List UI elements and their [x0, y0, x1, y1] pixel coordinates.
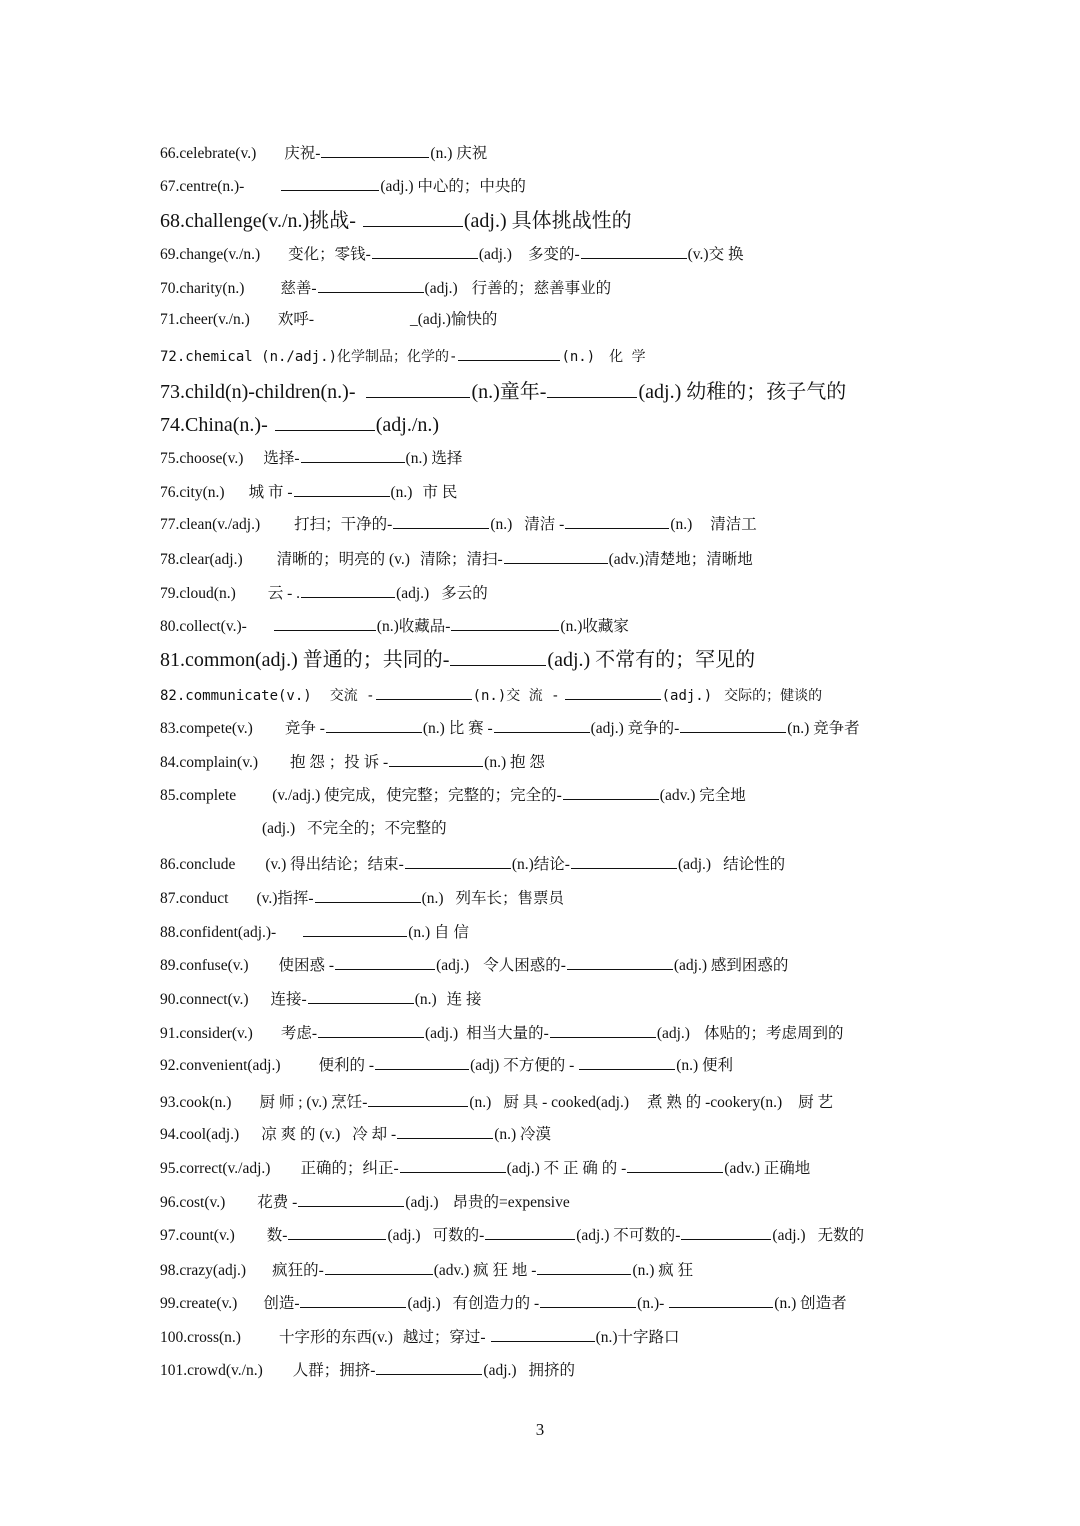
fill-in-blank	[376, 684, 472, 700]
fill-in-blank	[669, 1292, 773, 1308]
entry-text: 68.challenge(v./n.)挑战-	[160, 210, 356, 232]
entry-text: 不完全的；不完整的	[307, 820, 447, 837]
entry-text: (n.) 便利	[676, 1057, 734, 1074]
entry-text: (adj.) 不 正 确 的 -	[506, 1160, 627, 1177]
fill-in-blank	[571, 853, 677, 869]
entry-text: 83.compete(v.)	[160, 720, 253, 737]
fill-in-blank	[565, 513, 669, 529]
entry-text: 人群；拥挤-	[292, 1362, 376, 1379]
vocab-entry	[160, 1022, 843, 1044]
entry-text: 97.count(v.)	[160, 1227, 235, 1244]
entry-text: (n.)	[670, 516, 693, 533]
vocab-entry	[160, 819, 447, 839]
entry-text: 80.collect(v.)-	[160, 618, 247, 635]
entry-text: (adj.) 感到困惑的	[673, 957, 789, 974]
vocab-entry	[160, 1259, 693, 1281]
vocab-entry	[160, 1091, 833, 1113]
entry-text: 慈善-	[280, 280, 317, 297]
entry-text: (v.)指挥-	[256, 890, 314, 907]
entry-text: (n.)-	[637, 1295, 665, 1312]
vocab-entry	[160, 751, 545, 773]
fill-in-blank	[550, 1022, 656, 1038]
entry-text: 竞争 -	[284, 720, 325, 737]
entry-text: 越过；穿过-	[402, 1329, 486, 1346]
entry-text: 便利的 -	[318, 1057, 375, 1074]
entry-text: (adj.)	[407, 1295, 441, 1312]
entry-text: 85.complete	[160, 787, 237, 804]
entry-text: (adj.)	[425, 1025, 459, 1042]
entry-text: (adj.) 中心的；中央的	[380, 178, 526, 195]
entry-text: 变化；零钱-	[288, 246, 371, 263]
entry-text: (adj.)	[262, 820, 296, 837]
entry-text: 93.cook(n.)	[160, 1094, 232, 1111]
entry-text: 打扫；干净的-	[294, 516, 393, 533]
entry-text: 交流 -	[329, 688, 375, 704]
entry-text: (adj.) 具体挑战性的	[463, 210, 632, 232]
entry-text: 抱 怨 ；投 诉 -	[290, 754, 389, 771]
entry-text: (adv.) 完全地	[659, 787, 746, 804]
entry-text: 82.communicate(v.)	[160, 688, 312, 704]
entry-text: 89.confuse(v.)	[160, 957, 249, 974]
fill-in-blank	[376, 1359, 482, 1375]
fill-in-blank	[405, 853, 511, 869]
entry-text: 78.clear(adj.)	[160, 551, 243, 568]
fill-in-blank	[325, 1259, 433, 1275]
entry-text: _(adj.)愉快的	[409, 311, 498, 328]
entry-text: (adj.)	[396, 585, 430, 602]
fill-in-blank	[298, 1191, 404, 1207]
entry-text: (n.) 冷漠	[494, 1126, 552, 1143]
fill-in-blank	[565, 684, 661, 700]
fill-in-blank	[563, 784, 659, 800]
fill-in-blank	[547, 377, 637, 398]
entry-text: 90.connect(v.)	[160, 991, 249, 1008]
entry-text: (n.)	[469, 1094, 492, 1111]
entry-text: 可数的-	[432, 1227, 485, 1244]
vocab-entry	[160, 717, 860, 739]
entry-text: 75.choose(v.)	[160, 450, 244, 467]
vocab-entry	[160, 1359, 575, 1381]
fill-in-blank	[281, 175, 379, 191]
fill-in-blank	[315, 887, 421, 903]
entry-text: 冷 却 -	[352, 1126, 397, 1143]
entry-text: 清洁 -	[524, 516, 565, 533]
entry-text: 92.convenient(adj.)	[160, 1057, 281, 1074]
entry-text: 88.confident(adj.)-	[160, 924, 277, 941]
fill-in-blank	[368, 1091, 468, 1107]
entry-text: 76.city(n.)	[160, 484, 225, 501]
vocab-entry	[160, 1292, 847, 1314]
entry-text: 98.crazy(adj.)	[160, 1262, 247, 1279]
vocab-entry	[160, 206, 632, 234]
entry-text: (v.) 得出结论；结束-	[265, 856, 404, 873]
entry-text: 95.correct(v./adj.)	[160, 1160, 271, 1177]
entry-text: 94.cool(adj.)	[160, 1126, 240, 1143]
vocab-entry	[160, 277, 611, 299]
entry-text: (n.)	[390, 484, 413, 501]
fill-in-blank	[451, 615, 559, 631]
entry-text: (n.)十字路口	[595, 1329, 680, 1346]
entry-text: 有创造力的 -	[452, 1295, 540, 1312]
entry-text: (n.) 自 信	[408, 924, 469, 941]
fill-in-blank	[321, 142, 429, 158]
entry-text: (adj.)	[478, 246, 512, 263]
fill-in-blank	[318, 1022, 424, 1038]
fill-in-blank	[274, 615, 376, 631]
entry-text: 87.conduct	[160, 890, 229, 907]
entry-text: 清晰的；明亮的 (v.)	[276, 551, 410, 568]
fill-in-blank	[366, 377, 470, 398]
entry-text: 74.China(n.)-	[160, 414, 268, 436]
vocab-entry	[160, 513, 757, 535]
fill-in-blank	[504, 548, 608, 564]
entry-text: (adj.)	[436, 957, 470, 974]
entry-text: (adj) 不方便的 -	[470, 1057, 575, 1074]
entry-text: 使困惑 -	[278, 957, 335, 974]
vocab-entry	[160, 175, 526, 197]
fill-in-blank	[288, 1224, 386, 1240]
entry-text: (n.) 抱 怨	[484, 754, 545, 771]
vocab-entry	[160, 1326, 680, 1348]
fill-in-blank	[363, 206, 463, 227]
entry-text: (n.)结论-	[511, 856, 570, 873]
entry-text: 庆祝-	[284, 145, 321, 162]
entry-text: (n.) 选择	[405, 450, 463, 467]
entry-text: 煮 熟 的 -cookery(n.)	[647, 1094, 783, 1111]
vocab-entry	[160, 784, 746, 806]
vocab-entry	[160, 921, 469, 943]
entry-text: 列车长；售票员	[455, 890, 565, 907]
entry-text: 连 接	[446, 991, 482, 1008]
entry-text: 厨 师 ; (v.) 烹饪-	[259, 1094, 368, 1111]
vocab-entry	[160, 988, 482, 1010]
entry-text: 创造-	[263, 1295, 300, 1312]
fill-in-blank	[308, 988, 414, 1004]
entry-text: 考虑-	[280, 1025, 317, 1042]
fill-in-blank	[537, 1259, 631, 1275]
fill-in-blank	[393, 513, 489, 529]
entry-text: 101.crowd(v./n.)	[160, 1362, 263, 1379]
entry-text: 清除；清扫-	[419, 551, 503, 568]
entry-text: 99.create(v.)	[160, 1295, 238, 1312]
entry-text: 91.consider(v.)	[160, 1025, 253, 1042]
entry-text: 正确的；纠正-	[300, 1160, 399, 1177]
entry-text: (adv.) 正确地	[724, 1160, 811, 1177]
entry-text: 86.conclude	[160, 856, 236, 873]
entry-text: 疯狂的-	[272, 1262, 324, 1279]
fill-in-blank	[450, 645, 546, 666]
vocab-entry	[160, 684, 822, 706]
fill-in-blank	[485, 1224, 575, 1240]
entry-text: (n.)童年-	[471, 381, 547, 403]
fill-in-blank	[540, 1292, 636, 1308]
entry-text: 66.celebrate(v.)	[160, 145, 257, 162]
entry-text: (v./adj.) 使完成，使完整；完整的；完全的-	[272, 787, 562, 804]
entry-text: 70.charity(n.)	[160, 280, 245, 297]
entry-text: (adj.) 竞争的-	[590, 720, 680, 737]
entry-text: (n.) 比 赛 -	[422, 720, 493, 737]
entry-text: 厨 艺	[798, 1094, 834, 1111]
entry-text: (adv.)清楚地；清晰地	[608, 551, 753, 568]
entry-text: 67.centre(n.)-	[160, 178, 245, 195]
entry-text: 69.change(v./n.)	[160, 246, 261, 263]
entry-text: 79.cloud(n.)	[160, 585, 236, 602]
entry-text: 花费 -	[257, 1194, 298, 1211]
entry-text: 72.chemical (n./adj.)化学制品；化学的-	[160, 349, 458, 365]
fill-in-blank	[581, 243, 687, 259]
fill-in-blank	[335, 954, 435, 970]
fill-in-blank	[301, 447, 405, 463]
vocab-entry	[160, 345, 646, 367]
fill-in-blank	[275, 410, 375, 431]
entry-text: 100.cross(n.)	[160, 1329, 241, 1346]
vocab-entry	[160, 410, 439, 438]
fill-in-blank	[494, 717, 590, 733]
entry-text: 化 学	[609, 349, 646, 365]
entry-text: 多变的-	[527, 246, 580, 263]
fill-in-blank	[294, 481, 390, 497]
vocab-entry	[160, 243, 743, 265]
vocab-entry	[160, 615, 629, 637]
entry-text: 71.cheer(v./n.)	[160, 311, 250, 328]
entry-text: 体贴的；考虑周到的	[703, 1025, 844, 1042]
fill-in-blank	[389, 751, 483, 767]
fill-in-blank	[318, 277, 424, 293]
entry-text: (n.) 竞争者	[787, 720, 860, 737]
vocab-entry	[160, 1191, 570, 1213]
fill-in-blank	[326, 717, 422, 733]
entry-text: (adj.)	[405, 1194, 439, 1211]
entry-text: (n.)	[414, 991, 437, 1008]
fill-in-blank	[303, 921, 407, 937]
vocab-entry	[160, 1123, 551, 1145]
entry-text: (n.)	[421, 890, 444, 907]
entry-text: 84.complain(v.)	[160, 754, 258, 771]
entry-text: 市 民	[422, 484, 458, 501]
entry-text: 73.child(n)-children(n.)-	[160, 381, 356, 403]
vocab-entry	[160, 1157, 810, 1179]
vocab-entry	[160, 582, 488, 604]
entry-text: (n.) 创造者	[774, 1295, 847, 1312]
fill-in-blank	[375, 1054, 469, 1070]
fill-in-blank	[491, 1326, 595, 1342]
entry-text: 数-	[266, 1227, 288, 1244]
entry-text: (n.) 疯 狂	[632, 1262, 694, 1279]
fill-in-blank	[627, 1157, 723, 1173]
vocab-entry	[160, 645, 755, 673]
entry-text: (n.) 庆祝	[430, 145, 488, 162]
entry-text: (adj.)	[387, 1227, 421, 1244]
entry-text: (adj.)	[424, 280, 458, 297]
entry-text: 令人困惑的-	[483, 957, 566, 974]
entry-text: 无数的	[817, 1227, 865, 1244]
vocab-entry	[160, 1054, 733, 1076]
vocab-entry	[160, 887, 564, 909]
fill-in-blank	[372, 243, 478, 259]
entry-text: 多云的	[441, 585, 488, 602]
entry-text: (adj.)	[772, 1227, 806, 1244]
entry-text: 城 市 -	[248, 484, 293, 501]
entry-text: 77.clean(v./adj.)	[160, 516, 261, 533]
fill-in-blank	[579, 1054, 675, 1070]
entry-text: (adj.) 不可数的-	[576, 1227, 681, 1244]
entry-text: (n.)	[490, 516, 513, 533]
vocab-entry	[160, 377, 846, 405]
entry-text: 云 - .	[267, 585, 301, 602]
entry-text: (adj.) 幼稚的；孩子气的	[638, 381, 847, 403]
vocab-entry	[160, 310, 497, 330]
fill-in-blank	[400, 1157, 506, 1173]
entry-text: 96.cost(v.)	[160, 1194, 226, 1211]
entry-text: 81.common(adj.) 普通的；共同的-	[160, 649, 450, 671]
entry-text: (n.)收藏家	[560, 618, 629, 635]
entry-text: 欢呼-	[277, 311, 314, 328]
entry-text: (adj.)	[656, 1025, 690, 1042]
fill-in-blank	[397, 1123, 493, 1139]
entry-text: 厨 具 - cooked(adj.)	[503, 1094, 630, 1111]
entry-text: 相当大量的-	[466, 1025, 549, 1042]
entry-text: 清洁工	[710, 516, 757, 533]
vocab-entry	[160, 853, 785, 875]
fill-in-blank	[458, 345, 560, 361]
entry-text: (n.)交 流 -	[472, 688, 560, 704]
entry-text: (adv.) 疯 狂 地 -	[433, 1262, 537, 1279]
fill-in-blank	[301, 582, 395, 598]
vocab-entry	[160, 548, 753, 570]
entry-text: (adj.)	[677, 856, 712, 873]
entry-text: (n.)	[561, 349, 596, 365]
entry-text: 凉 爽 的 (v.)	[261, 1126, 341, 1143]
entry-text: (adj.)	[483, 1362, 517, 1379]
entry-text: 连接-	[270, 991, 307, 1008]
fill-in-blank	[567, 954, 673, 970]
entry-text: (adj.) 不常有的；罕见的	[547, 649, 756, 671]
entry-text: 行善的；慈善事业的	[471, 280, 612, 297]
entry-text: 选择-	[263, 450, 300, 467]
fill-in-blank	[300, 1292, 406, 1308]
entry-text: (adj./n.)	[375, 414, 440, 436]
fill-in-blank	[680, 717, 786, 733]
entry-text: 交际的；健谈的	[724, 688, 823, 704]
vocab-entry	[160, 142, 487, 164]
entry-text: 拥挤的	[528, 1362, 576, 1379]
entry-text: (n.)收藏品-	[376, 618, 451, 635]
entry-text: (v.)交 换	[687, 246, 744, 263]
vocab-entry	[160, 447, 462, 469]
vocab-entry	[160, 954, 788, 976]
fill-in-blank	[681, 1224, 771, 1240]
entry-text: 结论性的	[723, 856, 786, 873]
entry-text: 昂贵的=expensive	[452, 1194, 570, 1211]
entry-text: 十字形的东西(v.)	[278, 1329, 393, 1346]
page-number: 3	[535, 1420, 545, 1439]
vocab-entry	[160, 1224, 864, 1246]
entry-text: (adj.)	[661, 688, 713, 704]
vocab-entry	[160, 481, 457, 503]
